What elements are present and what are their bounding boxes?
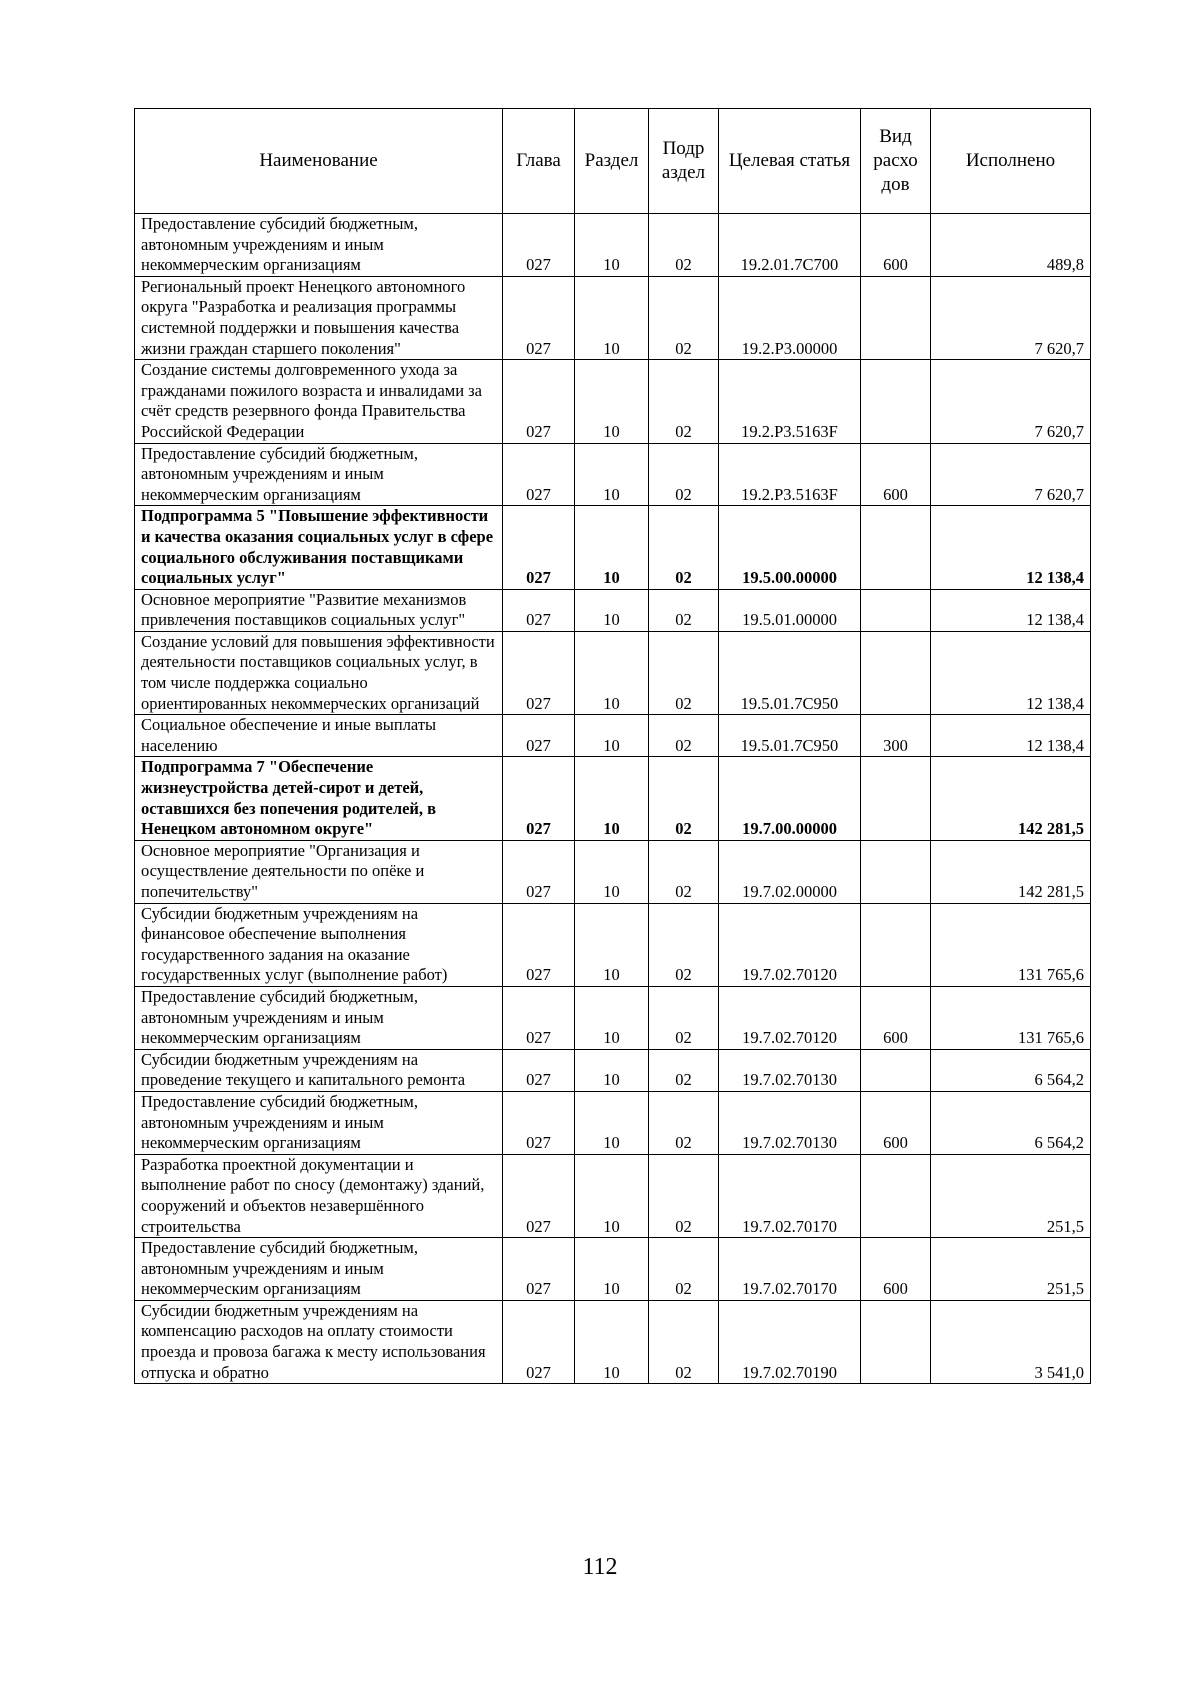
cell-chapter: 027 — [503, 1091, 575, 1154]
cell-subsection: 02 — [649, 1300, 719, 1383]
cell-subsection: 02 — [649, 506, 719, 589]
cell-executed: 12 138,4 — [931, 589, 1091, 631]
cell-chapter: 027 — [503, 276, 575, 359]
cell-executed: 12 138,4 — [931, 631, 1091, 714]
cell-section: 10 — [575, 1091, 649, 1154]
cell-target: 19.5.01.7С950 — [719, 715, 861, 757]
cell-section: 10 — [575, 631, 649, 714]
header-target: Целевая статья — [719, 109, 861, 214]
cell-expense-type — [861, 1300, 931, 1383]
cell-section: 10 — [575, 589, 649, 631]
cell-executed: 142 281,5 — [931, 840, 1091, 903]
cell-name: Субсидии бюджетным учреждениям на проведение текущего и капитального ремонта — [135, 1049, 503, 1091]
table-row — [135, 631, 1091, 714]
cell-expense-type — [861, 757, 931, 840]
table-row — [135, 1091, 1091, 1154]
header-expense-type: Вид расхо дов — [861, 109, 931, 214]
header-name: Наименование — [135, 109, 503, 214]
cell-executed: 7 620,7 — [931, 443, 1091, 506]
cell-target: 19.5.01.00000 — [719, 589, 861, 631]
cell-subsection: 02 — [649, 276, 719, 359]
cell-section: 10 — [575, 986, 649, 1049]
cell-subsection: 02 — [649, 1091, 719, 1154]
cell-name: Субсидии бюджетным учреждениям на компенсацию расходов на оплату стоимости проезда и провоза багажа к месту использования отпуска и обратно — [135, 1300, 503, 1383]
cell-name: Подпрограмма 7 "Обеспечение жизнеустройства детей-сирот и детей, оставшихся без попечения родителей, в Ненецком автономном округе" — [135, 757, 503, 840]
cell-subsection: 02 — [649, 757, 719, 840]
cell-executed: 7 620,7 — [931, 276, 1091, 359]
cell-target: 19.5.01.7С950 — [719, 631, 861, 714]
cell-executed: 12 138,4 — [931, 715, 1091, 757]
header-executed: Исполнено — [931, 109, 1091, 214]
cell-subsection: 02 — [649, 840, 719, 903]
cell-expense-type — [861, 276, 931, 359]
budget-execution-table — [134, 108, 1091, 1384]
cell-chapter: 027 — [503, 1049, 575, 1091]
cell-target: 19.7.00.00000 — [719, 757, 861, 840]
header-section: Раздел — [575, 109, 649, 214]
page-number: 112 — [582, 1554, 618, 1580]
cell-section: 10 — [575, 276, 649, 359]
table-row — [135, 214, 1091, 277]
cell-executed: 142 281,5 — [931, 757, 1091, 840]
cell-subsection: 02 — [649, 631, 719, 714]
cell-section: 10 — [575, 443, 649, 506]
cell-chapter: 027 — [503, 443, 575, 506]
cell-section: 10 — [575, 1049, 649, 1091]
cell-chapter: 027 — [503, 1154, 575, 1237]
header-chapter: Глава — [503, 109, 575, 214]
cell-chapter: 027 — [503, 631, 575, 714]
table-row — [135, 840, 1091, 903]
cell-section: 10 — [575, 757, 649, 840]
table-row — [135, 1049, 1091, 1091]
cell-name: Предоставление субсидий бюджетным, автономным учреждениям и иным некоммерческим организациям — [135, 443, 503, 506]
table-row — [135, 276, 1091, 359]
cell-target: 19.7.02.70120 — [719, 903, 861, 986]
cell-chapter: 027 — [503, 1300, 575, 1383]
cell-chapter: 027 — [503, 506, 575, 589]
cell-expense-type: 600 — [861, 443, 931, 506]
cell-name: Предоставление субсидий бюджетным, автономным учреждениям и иным некоммерческим организациям — [135, 1238, 503, 1301]
table-body — [135, 214, 1091, 1384]
cell-executed: 6 564,2 — [931, 1049, 1091, 1091]
table-row — [135, 1238, 1091, 1301]
cell-executed: 251,5 — [931, 1154, 1091, 1237]
cell-target: 19.7.02.70190 — [719, 1300, 861, 1383]
cell-expense-type: 300 — [861, 715, 931, 757]
cell-name: Социальное обеспечение и иные выплаты населению — [135, 715, 503, 757]
header-subsection: Подр аздел — [649, 109, 719, 214]
cell-expense-type — [861, 840, 931, 903]
cell-subsection: 02 — [649, 1049, 719, 1091]
cell-expense-type — [861, 1049, 931, 1091]
cell-chapter: 027 — [503, 840, 575, 903]
cell-target: 19.7.02.70130 — [719, 1049, 861, 1091]
cell-executed: 131 765,6 — [931, 903, 1091, 986]
cell-name: Создание системы долговременного ухода за гражданами пожилого возраста и инвалидами за счёт средств резервного фонда Правительства Российской Федерации — [135, 360, 503, 443]
table-header-row — [135, 109, 1091, 214]
cell-section: 10 — [575, 360, 649, 443]
table-row — [135, 1300, 1091, 1383]
cell-chapter: 027 — [503, 360, 575, 443]
cell-target: 19.7.02.70130 — [719, 1091, 861, 1154]
cell-name: Создание условий для повышения эффективности деятельности поставщиков социальных услуг, в том числе поддержка социально ориентированных некоммерческих организаций — [135, 631, 503, 714]
cell-name: Предоставление субсидий бюджетным, автономным учреждениям и иным некоммерческим организациям — [135, 986, 503, 1049]
cell-subsection: 02 — [649, 214, 719, 277]
cell-name: Основное мероприятие "Организация и осуществление деятельности по опёке и попечительству" — [135, 840, 503, 903]
cell-chapter: 027 — [503, 903, 575, 986]
cell-subsection: 02 — [649, 443, 719, 506]
cell-name: Субсидии бюджетным учреждениям на финансовое обеспечение выполнения государственного задания на оказание государственных услуг (выполнение работ) — [135, 903, 503, 986]
table-row — [135, 443, 1091, 506]
cell-expense-type: 600 — [861, 214, 931, 277]
cell-expense-type — [861, 631, 931, 714]
cell-target: 19.7.02.00000 — [719, 840, 861, 903]
table-row — [135, 986, 1091, 1049]
table-row — [135, 757, 1091, 840]
cell-section: 10 — [575, 840, 649, 903]
cell-executed: 6 564,2 — [931, 1091, 1091, 1154]
cell-expense-type: 600 — [861, 986, 931, 1049]
cell-executed: 12 138,4 — [931, 506, 1091, 589]
cell-section: 10 — [575, 214, 649, 277]
cell-name: Разработка проектной документации и выполнение работ по сносу (демонтажу) зданий, сооружений и объектов незавершённого строительства — [135, 1154, 503, 1237]
table-row — [135, 715, 1091, 757]
cell-executed: 251,5 — [931, 1238, 1091, 1301]
table-row — [135, 903, 1091, 986]
cell-section: 10 — [575, 506, 649, 589]
table-row — [135, 506, 1091, 589]
cell-target: 19.2.Р3.5163F — [719, 360, 861, 443]
cell-name: Основное мероприятие "Развитие механизмов привлечения поставщиков социальных услуг" — [135, 589, 503, 631]
cell-expense-type — [861, 1154, 931, 1237]
cell-expense-type: 600 — [861, 1238, 931, 1301]
cell-executed: 131 765,6 — [931, 986, 1091, 1049]
cell-name: Региональный проект Ненецкого автономного округа "Разработка и реализация программы системной поддержки и повышения качества жизни граждан старшего поколения" — [135, 276, 503, 359]
cell-chapter: 027 — [503, 715, 575, 757]
cell-executed: 7 620,7 — [931, 360, 1091, 443]
cell-section: 10 — [575, 1154, 649, 1237]
table-row — [135, 589, 1091, 631]
cell-chapter: 027 — [503, 1238, 575, 1301]
cell-subsection: 02 — [649, 1238, 719, 1301]
cell-executed: 3 541,0 — [931, 1300, 1091, 1383]
table-row — [135, 360, 1091, 443]
cell-expense-type — [861, 903, 931, 986]
cell-section: 10 — [575, 1300, 649, 1383]
cell-chapter: 027 — [503, 214, 575, 277]
cell-expense-type: 600 — [861, 1091, 931, 1154]
cell-subsection: 02 — [649, 360, 719, 443]
cell-section: 10 — [575, 715, 649, 757]
cell-target: 19.7.02.70170 — [719, 1154, 861, 1237]
cell-section: 10 — [575, 903, 649, 986]
cell-expense-type — [861, 589, 931, 631]
cell-executed: 489,8 — [931, 214, 1091, 277]
cell-subsection: 02 — [649, 589, 719, 631]
cell-target: 19.2.Р3.5163F — [719, 443, 861, 506]
cell-target: 19.2.01.7С700 — [719, 214, 861, 277]
cell-target: 19.7.02.70170 — [719, 1238, 861, 1301]
cell-expense-type — [861, 360, 931, 443]
cell-subsection: 02 — [649, 903, 719, 986]
cell-name: Предоставление субсидий бюджетным, автономным учреждениям и иным некоммерческим организациям — [135, 214, 503, 277]
cell-target: 19.5.00.00000 — [719, 506, 861, 589]
cell-subsection: 02 — [649, 1154, 719, 1237]
cell-name: Предоставление субсидий бюджетным, автономным учреждениям и иным некоммерческим организациям — [135, 1091, 503, 1154]
cell-subsection: 02 — [649, 715, 719, 757]
cell-subsection: 02 — [649, 986, 719, 1049]
cell-section: 10 — [575, 1238, 649, 1301]
cell-name: Подпрограмма 5 "Повышение эффективности и качества оказания социальных услуг в сфере социального обслуживания поставщиками социальных услуг" — [135, 506, 503, 589]
cell-target: 19.2.Р3.00000 — [719, 276, 861, 359]
cell-target: 19.7.02.70120 — [719, 986, 861, 1049]
cell-chapter: 027 — [503, 589, 575, 631]
cell-expense-type — [861, 506, 931, 589]
cell-chapter: 027 — [503, 986, 575, 1049]
cell-chapter: 027 — [503, 757, 575, 840]
table-row — [135, 1154, 1091, 1237]
